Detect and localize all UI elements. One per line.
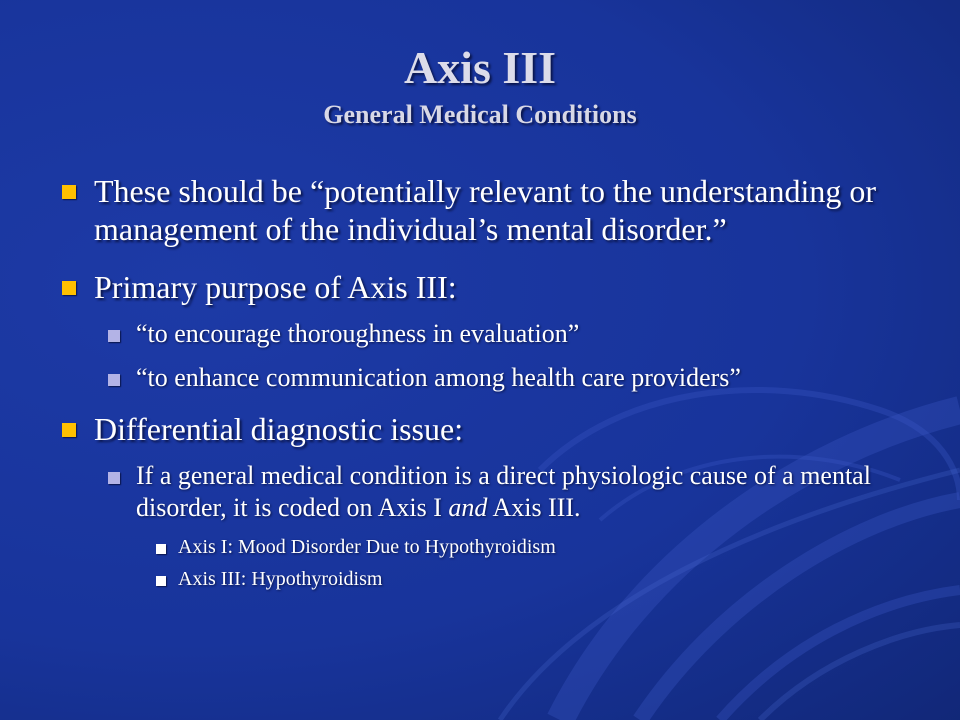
- sub-bullet-emphasis: and: [448, 493, 488, 522]
- slide-title: Axis III: [403, 42, 557, 93]
- bullet-list: [60, 172, 920, 592]
- sub-sub-bullet-text: Axis III: Hypothyroidism: [178, 568, 383, 590]
- sub-bullet-text-part2: Axis III.: [487, 493, 581, 522]
- square-bullet-icon: [62, 423, 76, 437]
- bullet-text: These should be “potentially relevant to the understanding or management of the individual’s mental disorder.”: [94, 173, 876, 247]
- square-bullet-icon: [62, 185, 76, 199]
- square-bullet-icon: [108, 374, 120, 386]
- square-bullet-icon: [62, 281, 76, 295]
- bullet-item: [60, 410, 920, 448]
- bullet-text: Differential diagnostic issue:: [94, 411, 464, 447]
- bullet-text: Primary purpose of Axis III:: [94, 269, 457, 305]
- square-bullet-icon: [156, 576, 166, 586]
- bullet-item: [60, 172, 920, 248]
- sub-sub-bullet-text: Axis I: Mood Disorder Due to Hypothyroidism: [178, 536, 556, 558]
- slide-subtitle: General Medical Conditions: [323, 100, 637, 129]
- title-block: [0, 38, 960, 132]
- square-bullet-icon: [108, 330, 120, 342]
- sub-bullet-text-part1: If a general medical condition is a direct physiologic cause of a mental disorder, it is coded on Axis I: [136, 461, 871, 522]
- square-bullet-icon: [108, 472, 120, 484]
- sub-bullet-item: [60, 318, 920, 350]
- sub-bullet-item: [60, 362, 920, 394]
- sub-bullet-text: “to encourage thoroughness in evaluation”: [136, 319, 580, 348]
- bullet-item: [60, 268, 920, 306]
- sub-sub-bullet-item: [60, 534, 920, 560]
- sub-bullet-item: [60, 460, 920, 524]
- square-bullet-icon: [156, 544, 166, 554]
- sub-sub-bullet-item: [60, 566, 920, 592]
- sub-bullet-text: “to enhance communication among health care providers”: [136, 363, 741, 392]
